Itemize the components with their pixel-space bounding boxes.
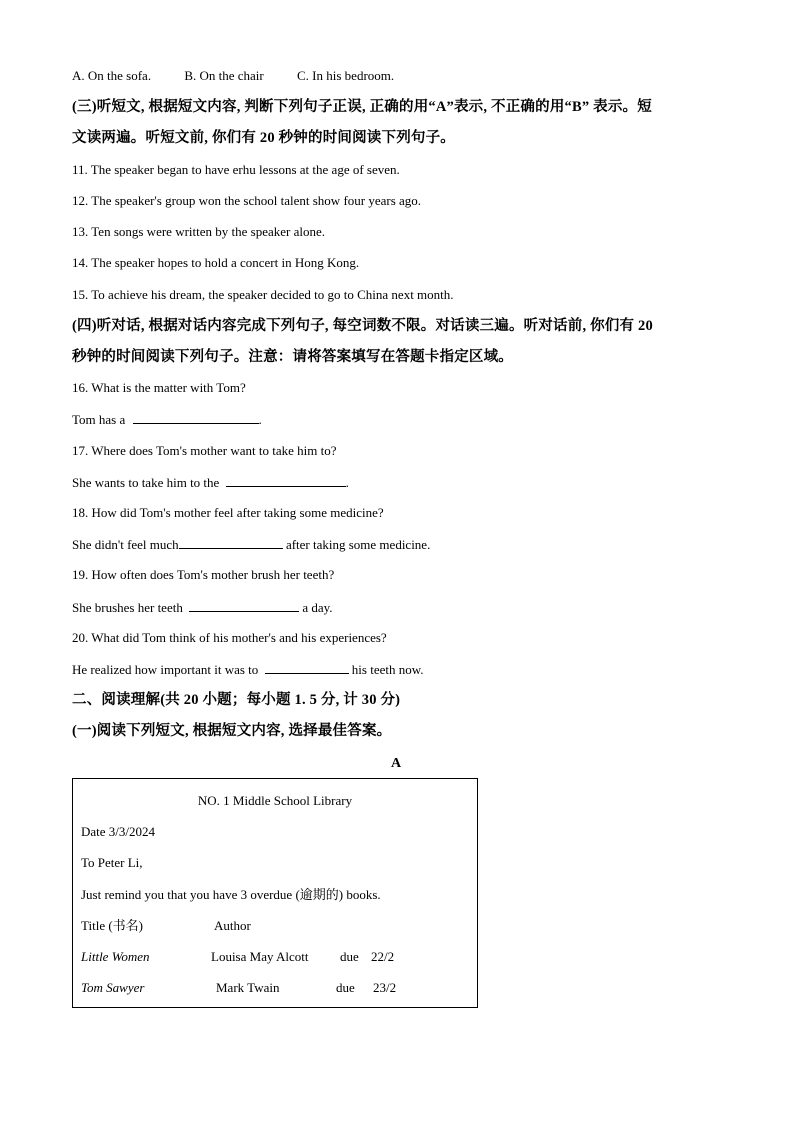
section3-instruction-line2: 文读两遍。听短文前, 你们有 20 秒钟的时间阅读下列句子。 <box>72 130 455 146</box>
option-b: B. On the chair <box>184 68 264 83</box>
answer-16-suffix: . <box>258 412 262 427</box>
answer-20 <box>72 661 424 678</box>
statement-13: 13. Ten songs were written by the speaker alone. <box>72 224 325 239</box>
answer-16-prefix: Tom has a <box>72 412 126 427</box>
book-due-label: due <box>340 949 359 964</box>
question-10-options <box>72 68 394 84</box>
book-due-date: 23/2 <box>373 980 397 995</box>
answer-20-prefix: He realized how important it was to <box>72 662 259 677</box>
part2-heading: 二、阅读理解(共 20 小题；每小题 1. 5 分, 计 30 分) <box>72 692 401 708</box>
answer-20-blank[interactable] <box>265 661 349 674</box>
answer-19-blank[interactable] <box>189 599 299 612</box>
book-author: Mark Twain <box>216 980 280 995</box>
answer-19-prefix: She brushes her teeth <box>72 600 183 615</box>
answer-16-blank[interactable] <box>133 411 259 424</box>
option-c: C. In his bedroom. <box>297 68 395 83</box>
statement-14: 14. The speaker hopes to hold a concert in Hong Kong. <box>72 255 360 270</box>
part2-subheading: (一)阅读下列短文, 根据短文内容, 选择最佳答案。 <box>72 723 392 739</box>
answer-19-suffix: a day. <box>302 600 333 615</box>
answer-19 <box>72 599 333 616</box>
section4-instruction-line1: (四)听对话, 根据对话内容完成下列句子, 每空词数不限。对话读三遍。听对话前, 你们有 20 <box>72 318 653 334</box>
question-17: 17. Where does Tom's mother want to take him to? <box>72 443 337 458</box>
notice-date: Date 3/3/2024 <box>81 824 156 839</box>
statement-11: 11. The speaker began to have erhu lessons at the age of seven. <box>72 162 400 177</box>
column-title-header: Title (书名) <box>81 918 143 933</box>
question-20: 20. What did Tom think of his mother's and his experiences? <box>72 630 387 645</box>
book-due-label: due <box>336 980 355 995</box>
column-author-header: Author <box>214 918 251 933</box>
question-19: 19. How often does Tom's mother brush her teeth? <box>72 567 335 582</box>
answer-18-prefix: She didn't feel much <box>72 537 179 552</box>
book-title: Tom Sawyer <box>81 980 145 995</box>
passage-letter: A <box>391 756 402 771</box>
book-author: Louisa May Alcott <box>211 949 309 964</box>
answer-18-blank[interactable] <box>179 536 283 549</box>
notice-title: NO. 1 Middle School Library <box>197 793 353 808</box>
answer-17-blank[interactable] <box>226 474 346 487</box>
statement-12: 12. The speaker's group won the school talent show four years ago. <box>72 193 422 208</box>
question-18: 18. How did Tom's mother feel after taking some medicine? <box>72 505 384 520</box>
answer-17 <box>72 474 349 491</box>
answer-16 <box>72 411 262 428</box>
answer-18-suffix: after taking some medicine. <box>285 537 431 552</box>
answer-20-suffix: his teeth now. <box>351 662 424 677</box>
question-16: 16. What is the matter with Tom? <box>72 380 246 395</box>
book-title: Little Women <box>81 949 150 964</box>
section4-instruction-line2: 秒钟的时间阅读下列句子。注意：请将答案填写在答题卡指定区域。 <box>72 349 513 365</box>
notice-body: Just remind you that you have 3 overdue (逾期的) books. <box>81 887 381 902</box>
answer-17-prefix: She wants to take him to the <box>72 475 220 490</box>
book-due-date: 22/2 <box>371 949 395 964</box>
answer-17-suffix: . <box>345 475 349 490</box>
answer-18 <box>72 536 430 553</box>
statement-15: 15. To achieve his dream, the speaker decided to go to China next month. <box>72 287 454 302</box>
section3-instruction-line1: (三)听短文, 根据短文内容, 判断下列句子正误, 正确的用“A”表示, 不正确的用“B” 表示。短 <box>72 99 652 115</box>
notice-recipient: To Peter Li, <box>81 855 143 870</box>
library-notice <box>72 778 478 1008</box>
option-a: A. On the sofa. <box>72 68 152 83</box>
